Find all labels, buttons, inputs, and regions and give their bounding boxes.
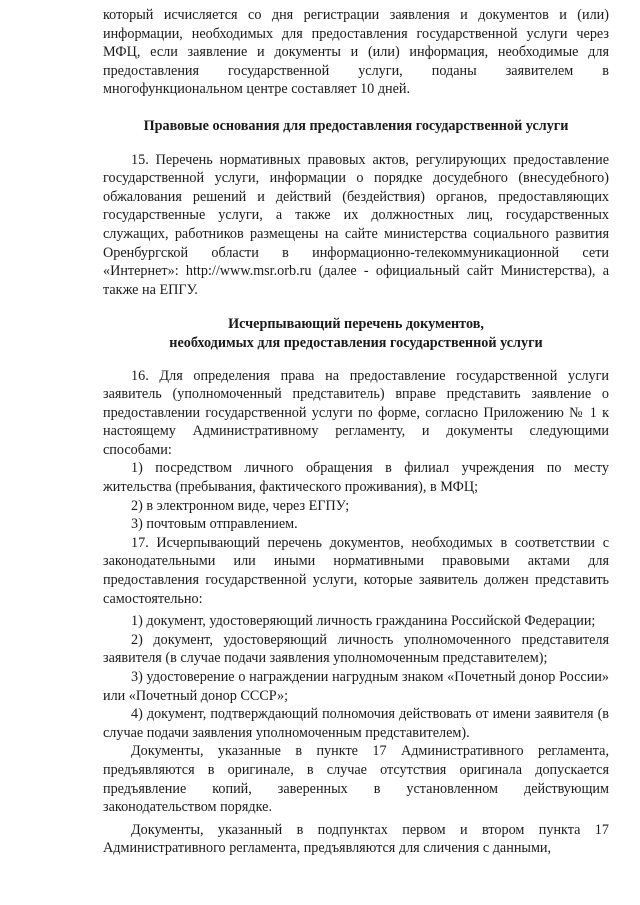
paragraph-15: 15. Перечень нормативных правовых актов, регулирующих предоставление государственной услуги, информации о порядке досудебного (внесудебного) обжалования решений и действий (бездействия) органов, предоставляющих государственные услуги, а также их должностных лиц, государственных служащих, работников размещены на сайте министерства социального развития Оренбургской области в информационно-телекоммуникационной сети «Интернет»: http://www.msr.orb.ru (далее - официальный сайт Министерства), а также на ЕПГУ. xyxy=(103,151,609,298)
paragraph-17-item-3: 3) удостоверение о награждении нагрудным знаком «Почетный донор России» или «Почетный донор СССР»; xyxy=(103,669,609,704)
heading-legal-grounds: Правовые основания для предоставления государственной услуги xyxy=(143,117,569,134)
heading-documents-line-1: Исчерпывающий перечень документов, xyxy=(228,316,484,333)
document-page xyxy=(103,6,609,858)
paragraph-17-item-1: 1) документ, удостоверяющий личность гражданина Российской Федерации; xyxy=(131,613,596,630)
paragraph-17-item-2: 2) документ, удостоверяющий личность уполномоченного представителя заявителя (в случае подачи заявления уполномоченным представителем); xyxy=(103,631,609,667)
paragraph-comparison: Документы, указанный в подпунктах первом и втором пункта 17 Административного регламента, предъявляются для сличения с данными, xyxy=(103,821,609,857)
paragraph-16: 16. Для определения права на предоставление государственной услуги заявитель (уполномоченный представитель) вправе представить заявление о предоставлении государственной услуги по форме, согласно Приложению № 1 к настоящему Административному регламенту, и документы следующими способами: xyxy=(103,367,609,458)
paragraph-17-item-4: 4) документ, подтверждающий полномочия действовать от имени заявителя (в случае подачи заявления уполномоченным представителем). xyxy=(103,706,609,741)
paragraph-17: 17. Исчерпывающий перечень документов, необходимых в соответствии с законодательными или иными нормативными правовыми актами для предоставления государственной услуги, которые заявитель должен представить самостоятельно: xyxy=(103,534,609,607)
paragraph-16-item-2: 2) в электронном виде, через ЕГПУ; xyxy=(131,497,350,514)
paragraph-originals: Документы, указанные в пункте 17 Административного регламента, предъявляются в оригинале, в случае отсутствия оригинала допускается предъявление копий, заверенных в установленном действующим законодательством порядке. xyxy=(103,743,609,816)
paragraph-16-item-1: 1) посредством личного обращения в филиал учреждения по месту жительства (пребывания, фактического проживания), в МФЦ; xyxy=(103,460,609,496)
paragraph-intro: который исчисляется со дня регистрации заявления и документов и (или) информации, необходимых для предоставления государственной услуги через МФЦ, если заявление и документы и (или) информация, необходимые для предоставления государственной услуги, поданы заявителем в многофункциональном центре составляет 10 дней. xyxy=(103,7,609,98)
heading-documents-line-2: необходимых для предоставления государственной услуги xyxy=(169,334,543,351)
paragraph-16-item-3: 3) почтовым отправлением. xyxy=(131,516,298,533)
